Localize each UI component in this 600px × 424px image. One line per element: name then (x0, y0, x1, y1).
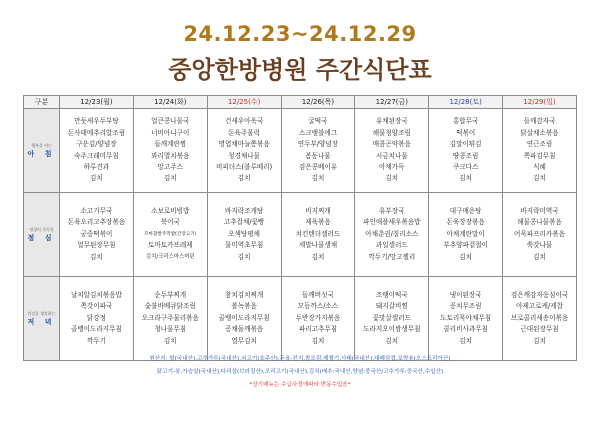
dish: 스크램블에그 (298, 128, 338, 137)
dish: 망고주스 (157, 162, 183, 171)
date-range: 24.12.23~24.12.29 (183, 22, 417, 46)
dish: 순두부찌개 (154, 290, 187, 299)
menu-cell (429, 109, 503, 193)
day-header-thu: 12/26(목) (281, 96, 355, 109)
menu-cell (429, 277, 503, 361)
dish: 김치 (311, 336, 325, 345)
day-header-wed: 12/25(수) (207, 96, 281, 109)
dish: 김치 (533, 174, 546, 183)
menu-cell (207, 193, 281, 277)
dish: 토마토카프레제 (147, 241, 193, 250)
origin-note-line-1: 원산지: 쌀(국내산),고추가루(국내산),쇠고기(호주산),돈육-전지,찹조림,제첼기,사태(국내산),대패삼겹,보쌈용(오스트리아산) (149, 356, 451, 362)
dish: 김치 (385, 174, 399, 183)
dish: 바지락조개탕 (225, 206, 264, 215)
page-title: 중앙한방병원 주간식단표 (168, 56, 432, 84)
day-header-mon: 12/23(월) (60, 96, 134, 109)
dish: 얼무된장무침 (77, 241, 116, 250)
dish: 식혜 (533, 162, 546, 171)
dinner-label-cell (24, 277, 60, 361)
dish: 파인애플새우볶음밥 (363, 218, 421, 227)
dish: 과일샐러드 (375, 241, 408, 250)
menu-cell (133, 109, 207, 193)
menu-cell (503, 193, 577, 277)
dish: 아채계란말이 (446, 229, 485, 238)
dish: 고추잡채/꽃빵 (223, 218, 265, 227)
menu-cell (133, 193, 207, 277)
menu-cell (281, 109, 355, 193)
dish: 들깨감자국 (523, 117, 556, 126)
menu-cell (281, 277, 355, 361)
dish: 도토리묵야채무침 (440, 313, 492, 322)
dish: 비지찌개 (305, 206, 331, 215)
dish: 김치 (311, 174, 325, 183)
dish: 쿠크다스 (452, 162, 479, 171)
dish: 바지락미역국 (520, 206, 559, 215)
dish: 부추양파겉절이 (443, 241, 488, 250)
dish: 소고기무국 (80, 206, 113, 215)
meal-label: 점 심 (27, 233, 56, 242)
dish: 봄동나물 (305, 151, 331, 160)
day-header-sun: 12/29(일) (503, 96, 577, 109)
dish: 유부장국 (379, 206, 405, 215)
menu-cell (281, 193, 355, 277)
dish: 만둣새우두부탕 (74, 117, 119, 126)
dish: 공채돌깨볶음 (225, 325, 264, 334)
menu-cell (355, 193, 429, 277)
dish: 김치 (90, 174, 103, 183)
dish: 청경채나물 (228, 151, 261, 160)
dish: 돈육오리고추장볶음 (67, 218, 126, 227)
dish: 골뱅이도라지무침 (70, 325, 122, 334)
dish: 세발나물생채 (298, 241, 338, 250)
menu-cell (207, 109, 281, 193)
dish: 모듬까스/소스 (297, 302, 339, 311)
dish: 제육볶음 (305, 218, 331, 227)
menu-cell (60, 193, 134, 277)
menu-cell (503, 109, 577, 193)
dish: 김치 (459, 174, 473, 183)
dish: 얼큰콩나물국 (151, 117, 190, 126)
dish: 검은깨감자옹심이국 (510, 290, 569, 299)
dish: 김치 (163, 174, 177, 183)
dish: 콜리비사과무침 (443, 325, 488, 334)
dish: 쪽파김무침 (523, 151, 556, 160)
dish: 떡볶이 (456, 128, 476, 137)
dish: 매콤곤약볶음 (372, 140, 411, 149)
menu-cell (355, 277, 429, 361)
dish: 검은콩베이유 (298, 162, 338, 171)
dish: 들깨버섯국 (302, 290, 334, 299)
dish: 시금치나물 (375, 151, 408, 160)
dish: 물미역초무침 (225, 241, 264, 250)
dish: 깍두기/망고젤리 (368, 252, 416, 261)
dish: 김치 (237, 174, 251, 183)
dish: 근대된장무침 (520, 325, 559, 334)
dish: 아채가득 (379, 162, 405, 171)
dish: 김치 (459, 336, 473, 345)
day-header-row (24, 96, 577, 109)
dish: 깍두기 (86, 336, 106, 345)
dish: 꽁치무조림 (449, 302, 482, 311)
dish: 아제고로케/케찹 (516, 302, 563, 311)
menu-cell (355, 109, 429, 193)
dish: 김치 (459, 252, 473, 261)
dish: 참치김치찌개 (225, 290, 264, 299)
origin-note-line-2: 닭고기-봉,가슴살(국내산),다리살(브라질산),오리고기(국내산),김치(배추:국내산,양념:중국산/고추가루:중국산,수입산) (156, 369, 444, 375)
dish: 오색탕평채 (228, 229, 261, 238)
dish: 김치 (385, 336, 399, 345)
dish: 명엽채마늘쫑볶음 (218, 140, 270, 149)
dish: 궁중떡볶이 (80, 229, 113, 238)
dish: 치킨텐더샐러드 (295, 229, 341, 238)
menu-cell (133, 277, 207, 361)
dish: 볼녹볶음 (231, 302, 257, 311)
dish: 김치 (237, 252, 251, 261)
dish: 들깨계란찜 (154, 140, 187, 149)
dish: 돈육장장볶음 (446, 218, 485, 227)
dish: 꽃맛살샐러드 (372, 313, 411, 322)
breakfast-row (24, 109, 577, 193)
day-header-tue: 12/24(화) (133, 96, 207, 109)
dish: 돼지갈비찜 (375, 302, 408, 311)
dish: 김치 (533, 336, 546, 345)
dish: 골뱅이도라지무침 (218, 313, 270, 322)
meal-subtitle: 건강을 생각하는 (27, 310, 56, 316)
dish: 하루견과 (83, 162, 110, 171)
breakfast-label-cell (24, 109, 60, 193)
dish: 해물청양조림 (372, 128, 411, 137)
weekly-menu-table (23, 95, 577, 361)
menu-cell (60, 109, 134, 193)
dish: 홍합무국 (452, 117, 479, 126)
dish: 연두부/양념장 (297, 140, 339, 149)
dish: 땅콩조림 (452, 151, 479, 160)
dish: 꽈리멸치볶음 (151, 151, 190, 160)
dish: 아채춘권/칠리소스 (365, 229, 419, 238)
dish: 열무김치 (231, 336, 257, 345)
dish: 숙주크래미무침 (74, 151, 119, 160)
dish: 냉이된장국 (449, 290, 482, 299)
lunch-label-cell (24, 193, 60, 277)
dish: 건새우아욱국 (225, 117, 264, 126)
dish: 굴떡국 (308, 117, 328, 126)
menu-cell (503, 277, 577, 361)
dish: 날치알김치볶음밥 (70, 290, 122, 299)
meal-label: 저 녁 (27, 317, 56, 326)
dish: 해물콩나물볶음 (517, 218, 562, 227)
dish: 김치/크리스마스머핀 (145, 253, 195, 260)
menu-change-notice: *상기메뉴는 수급사정에따라 변동수입음* (249, 382, 351, 388)
dish: 오크라구주물리볶음 (141, 313, 199, 322)
dish: 연근조림 (526, 140, 553, 149)
dish: 유채된장국 (375, 117, 408, 126)
dish: 두반장가지볶음 (295, 313, 341, 322)
dish: 너비아니구이 (151, 128, 190, 137)
meal-label: 아 침 (27, 149, 56, 158)
dish: 김말이튀김 (449, 140, 482, 149)
dish: 도라지오이쌈생무침 (363, 325, 421, 334)
dish: 어묵파프리카볶음 (514, 229, 566, 238)
menu-cell (429, 193, 503, 277)
dish: 닭강정 (86, 313, 106, 322)
dish: 비피더스(블루베리) (216, 162, 273, 171)
dish: 청나물무침 (154, 325, 187, 334)
dish: 돈육주물럭 (228, 128, 261, 137)
meal-subtitle: 행복을 여는 (31, 142, 52, 148)
dish: 김치 (90, 252, 103, 261)
dish: 김치 (311, 252, 325, 261)
dish: 브로콜리새송이볶음 (510, 313, 569, 322)
dish: 소보로비빔밥 (151, 206, 190, 215)
lunch-row (24, 193, 577, 277)
meal-subtitle: 정성이 가득찬 (29, 226, 54, 232)
corner-cell: 구분 (24, 96, 60, 109)
day-header-fri: 12/27(금) (355, 96, 429, 109)
dish: 김치 (163, 336, 177, 345)
dish: 숯불바베큐닭조림 (144, 302, 196, 311)
dish: 파리고추무침 (298, 325, 338, 334)
dish: 구운김/양념장 (76, 140, 117, 149)
dish: 돈사태메추리알조림 (67, 128, 126, 137)
dish: 쑥갓나물 (526, 241, 553, 250)
menu-cell (207, 277, 281, 361)
dish: 닭살채소볶음 (520, 128, 559, 137)
dish: 꼬마찹쌀주먹밥(간장고기) (144, 231, 197, 237)
dish: 조랭이떡국 (375, 290, 408, 299)
day-header-sat: 12/28(토) (429, 96, 503, 109)
dinner-row (24, 277, 577, 361)
dish: 쪽갓이파국 (80, 302, 113, 311)
menu-cell (60, 277, 134, 361)
dish: 김치 (533, 252, 546, 261)
dish: 대구매운탕 (449, 206, 482, 215)
dish: 북어국 (160, 218, 180, 227)
